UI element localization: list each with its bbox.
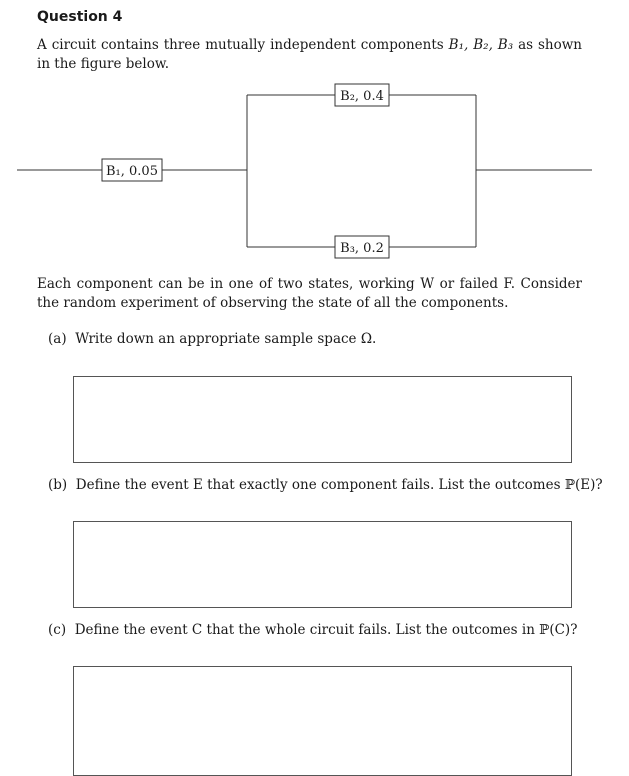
part-a-text: Write down an appropriate sample space Ω.: [75, 331, 377, 347]
part-b-prompt: [48, 477, 603, 493]
part-c-answer-box[interactable]: [73, 666, 572, 776]
intro-text-after: as shown in the figure below.: [37, 37, 583, 72]
part-a-label: (a): [48, 331, 67, 347]
part-b-answer-box[interactable]: [73, 521, 572, 608]
part-b-text: Define the event E that exactly one component fails. List the outcomes ℙ(E)?: [75, 477, 603, 493]
component-b2-label: B₂, 0.4: [340, 89, 384, 104]
part-c-text: Define the event C that the whole circuit fails. List the outcomes in ℙ(C)?: [74, 622, 578, 638]
circuit-diagram: [0, 80, 629, 260]
states-paragraph: Each component can be in one of two states, working W or failed F. Consider the random experiment of observing the state of all the components.: [37, 276, 582, 311]
intro-text-before: A circuit contains three mutually independent components: [37, 37, 449, 53]
part-c-label: (c): [48, 622, 67, 638]
component-b3-label: B₃, 0.2: [340, 241, 384, 256]
intro-components: B₁, B₂, B₃: [448, 37, 514, 53]
question-title: Question 4: [37, 9, 123, 25]
question-intro: [37, 36, 582, 74]
part-a-answer-box[interactable]: [73, 376, 572, 463]
part-c-prompt: [48, 622, 577, 638]
part-a-prompt: [48, 331, 376, 347]
component-b1-label: B₁, 0.05: [106, 164, 158, 179]
part-b-label: (b): [48, 477, 68, 493]
